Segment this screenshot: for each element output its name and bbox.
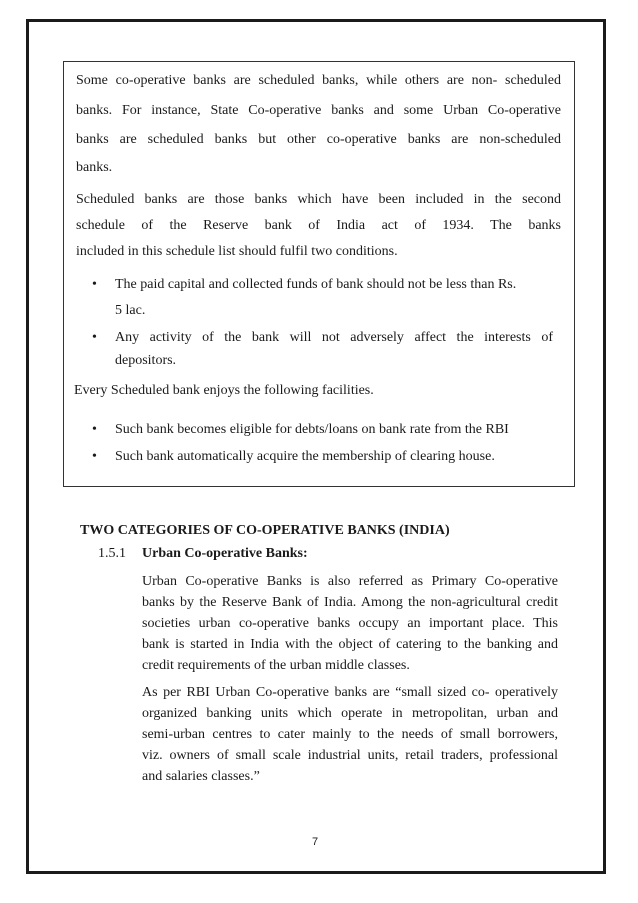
body-para1-line: bank is started in India with the object of catering to the banking and xyxy=(142,637,558,652)
bullet-icon: • xyxy=(92,422,97,437)
textbox-para2-line: included in this schedule list should fulfil two conditions. xyxy=(76,244,398,259)
textbox-para1-line: banks. xyxy=(76,160,113,175)
condition-item-cont: depositors. xyxy=(115,353,177,368)
bullet-icon: • xyxy=(92,277,97,292)
textbox-para1-line: Some co-operative banks are scheduled banks, while others are non- scheduled xyxy=(76,73,561,88)
facilities-intro: Every Scheduled bank enjoys the following facilities. xyxy=(74,383,374,398)
subsection-number: 1.5.1 xyxy=(98,546,126,561)
condition-item: Any activity of the bank will not adversely affect the interests of xyxy=(115,330,553,345)
textbox-para2-line: Scheduled banks are those banks which have been included in the second xyxy=(76,192,561,207)
subsection-title: Urban Co-operative Banks: xyxy=(142,546,308,561)
body-para1-line: banks by the Reserve Bank of India. Among the non-agricultural credit xyxy=(142,595,558,610)
body-para1-line: credit requirements of the urban middle classes. xyxy=(142,658,410,673)
body-para2-line: As per RBI Urban Co-operative banks are “small sized co- operatively xyxy=(142,685,558,700)
body-para2-line: organized banking units which operate in metropolitan, urban and xyxy=(142,706,558,721)
bullet-icon: • xyxy=(92,449,97,464)
scheduled-banks-textbox xyxy=(63,61,575,487)
textbox-para2-line: schedule of the Reserve bank of India act of 1934. The banks xyxy=(76,218,561,233)
body-para1-line: Urban Co-operative Banks is also referred as Primary Co-operative xyxy=(142,574,558,589)
facility-item: Such bank becomes eligible for debts/loans on bank rate from the RBI xyxy=(115,422,509,437)
bullet-icon: • xyxy=(92,330,97,345)
body-para1-line: societies urban co-operative banks occupy an important place. This xyxy=(142,616,558,631)
textbox-para1-line: banks. For instance, State Co-operative banks and some Urban Co-operative xyxy=(76,103,561,118)
body-para2-line: viz. owners of small scale industrial units, retail traders, professional xyxy=(142,748,558,763)
body-para2-line: and salaries classes.” xyxy=(142,769,260,784)
condition-item: The paid capital and collected funds of bank should not be less than Rs. xyxy=(115,277,517,292)
body-para2-line: semi-urban centres to cater mainly to the needs of small borrowers, xyxy=(142,727,558,742)
condition-item-cont: 5 lac. xyxy=(115,303,146,318)
facility-item: Such bank automatically acquire the membership of clearing house. xyxy=(115,449,495,464)
textbox-para1-line: banks are scheduled banks but other co-operative banks are non-scheduled xyxy=(76,132,561,147)
page-number: 7 xyxy=(312,836,319,848)
section-heading: TWO CATEGORIES OF CO-OPERATIVE BANKS (INDIA) xyxy=(80,523,450,538)
